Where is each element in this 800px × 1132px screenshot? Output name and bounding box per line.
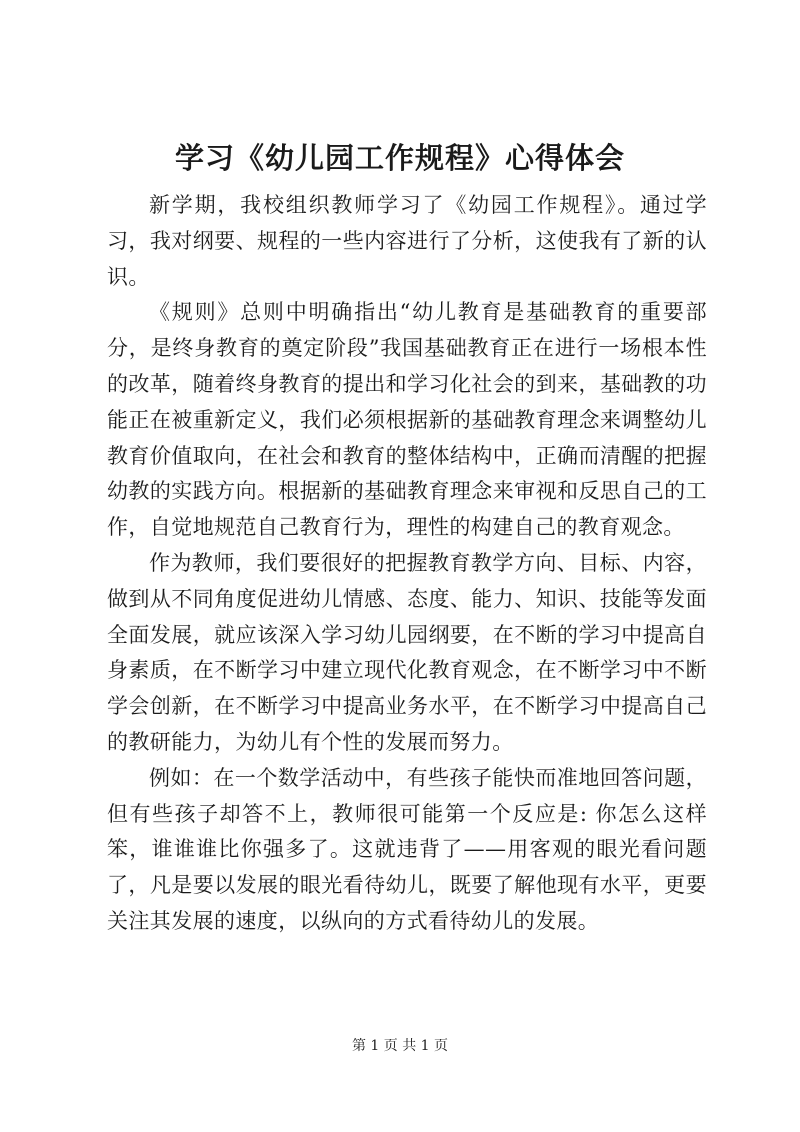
paragraph-1: 新学期，我校组织教师学习了《幼园工作规程》。通过学习，我对纲要、规程的一些内容进行了分析，这使我有了新的认识。 [107,193,707,289]
paragraph-4: 例如：在一个数学活动中，有些孩子能快而准地回答问题，但有些孩子却答不上，教师很可能第一个反应是: 你怎么这样笨，谁谁谁比你强多了。这就违背了——用客观的眼光看问题了，凡是要以发展的眼光看待幼儿，既要了解他现有水平，更要关注其发展的速度，以纵向的方式看待幼儿的发展。 [107,765,707,933]
page-footer: 第 1 页 共 1 页 [351,1038,449,1054]
document-body [107,188,707,940]
paragraph-3: 作为教师，我们要很好的把握教育教学方向、目标、内容，做到从不同角度促进幼儿情感、态度、能力、知识、技能等发面全面发展，就应该深入学习幼儿园纲要，在不断的学习中提高自身素质，在不断学习中建立现代化教育观念，在不断学习中不断学会创新，在不断学习中提高业务水平，在不断学习中提高自己的教研能力，为幼儿有个性的发展而努力。 [107,550,707,754]
paragraph-2: 《规则》总则中明确指出“幼儿教育是基础教育的重要部分，是终身教育的奠定阶段”我国基础教育正在进行一场根本性的改革，随着终身教育的提出和学习化社会的到来，基础教的功能正在被重新定义，我们必须根据新的基础教育理念来调整幼儿教育价值取向，在社会和教育的整体结构中，正确而清醒的把握幼教的实践方向。根据新的基础教育理念来审视和反思自己的工作，自觉地规范自己教育行为，理性的构建自己的教育观念。 [107,300,707,540]
document-title: 学习《幼儿园工作规程》心得体会 [174,141,625,175]
